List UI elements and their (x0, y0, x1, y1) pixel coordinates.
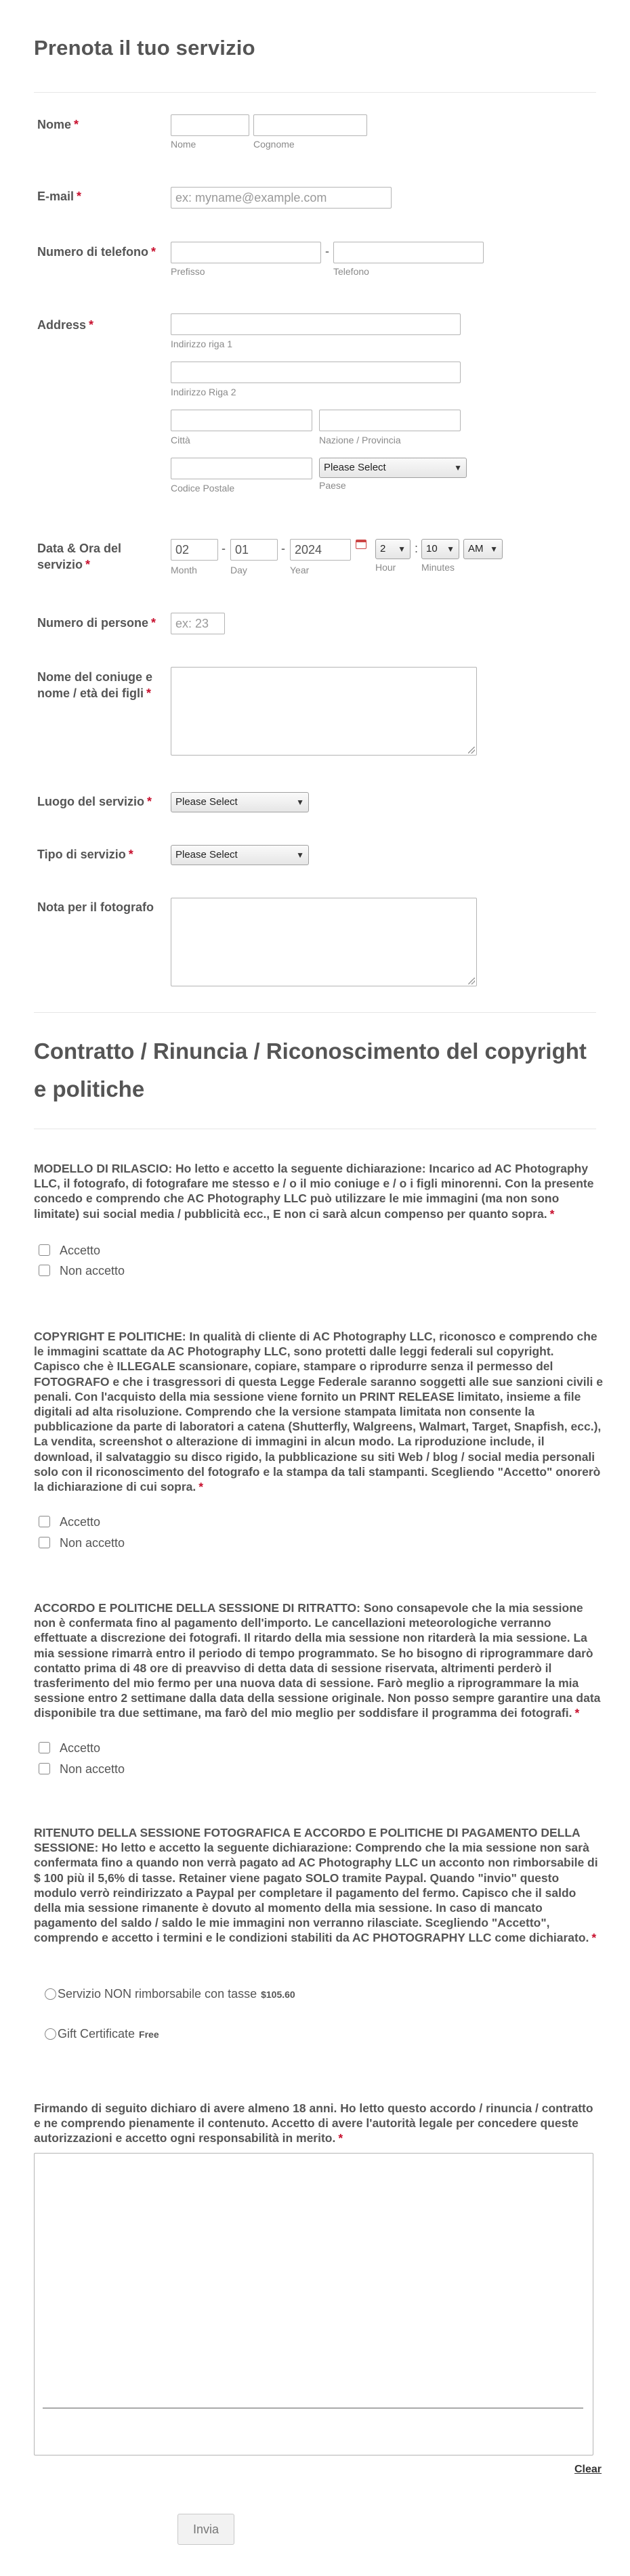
hour-select[interactable]: 2 ▼ (375, 539, 411, 559)
email-field[interactable]: ex: myname@example.com (171, 187, 392, 209)
page-title: Prenota il tuo servizio (34, 36, 255, 60)
portrait-session-question: ACCORDO E POLITICHE DELLA SESSIONE DI RITRATTO: Sono consapevole che la mia sessione non è confermata fino al pagamento dell'importo. Le cancellazioni meteorologiche verranno effettuate a discrezione dei fotografi. Il ritardo della mia sessione non ritarderà la mia sessione. La mia sessione rimarrà entro il periodo di tempo programmato. Se ho bisogno di riprogrammare darò contatto prima di 48 ore di preavviso di detta data di sessione riservata, altrimenti perderò il trasferimento del mio fermo per una nuova data di sessione. Farò meglio a riprogrammare la mia sessione entro 2 settimane dalla data della sessione originale. Non posso sempre garantire una data disponibile tra due settimane, ma farò del mio meglio per soddisfare il programma dei fotografi. * (34, 1601, 601, 1720)
date-separator-1: - (222, 542, 226, 555)
month-sublabel: Month (171, 565, 197, 575)
non-refundable-service-radio[interactable] (45, 1988, 56, 2000)
address-line2-sublabel: Indirizzo Riga 2 (171, 387, 236, 397)
portrait-session-accept-checkbox[interactable] (39, 1742, 50, 1753)
gift-certificate-option: Gift Certificate Free (58, 2027, 159, 2040)
signature-pad[interactable] (34, 2153, 593, 2455)
phone-label: Numero di telefono * (37, 245, 156, 259)
model-release-accept-checkbox[interactable] (39, 1244, 50, 1256)
people-label: Numero di persone * (37, 616, 156, 630)
copyright-accept-label: Accetto (60, 1515, 101, 1529)
state-sublabel: Nazione / Provincia (319, 435, 401, 445)
non-refundable-service-option: Servizio NON rimborsabile con tasse $105.60 (58, 1987, 295, 2001)
submit-button[interactable]: Invia (177, 2514, 234, 2545)
section-divider (34, 1012, 596, 1013)
city-sublabel: Città (171, 435, 190, 445)
country-sublabel: Paese (319, 480, 346, 491)
photographer-note-label: Nota per il fotografo (37, 900, 154, 914)
contract-section-title: Contratto / Rinuncia / Riconoscimento del copyright e politiche (34, 1039, 587, 1101)
zip-input[interactable] (171, 458, 312, 479)
zip-sublabel: Codice Postale (171, 483, 235, 494)
header-divider (34, 92, 596, 93)
people-input[interactable]: ex: 23 (171, 613, 225, 634)
service-type-label: Tipo di servizio * (37, 848, 133, 861)
location-label: Luogo del servizio * (37, 795, 152, 808)
hour-sublabel: Hour (375, 562, 396, 573)
model-release-decline-checkbox[interactable] (39, 1265, 50, 1276)
portrait-session-decline-label: Non accetto (60, 1762, 125, 1776)
spouse-label: Nome del coniuge e nome / età dei figli * (37, 670, 153, 700)
chevron-down-icon: ▼ (296, 798, 304, 807)
phone-prefix-input[interactable] (171, 242, 321, 263)
portrait-session-decline-checkbox[interactable] (39, 1763, 50, 1774)
last-name-sublabel: Cognome (253, 139, 295, 150)
chevron-down-icon: ▼ (490, 544, 498, 554)
address-label: Address * (37, 318, 94, 332)
address-line1-input[interactable] (171, 313, 461, 335)
model-release-accept-label: Accetto (60, 1244, 101, 1257)
state-input[interactable] (319, 410, 461, 431)
year-input[interactable]: 2024 (290, 539, 351, 561)
day-sublabel: Day (230, 565, 247, 575)
resize-handle-icon[interactable] (468, 747, 475, 754)
ampm-select[interactable]: AM ▼ (463, 539, 503, 559)
clear-signature-link[interactable]: Clear (574, 2464, 602, 2475)
spouse-textarea[interactable] (171, 667, 477, 756)
signature-declaration: Firmando di seguito dichiaro di avere almeno 18 anni. Ho letto questo accordo / rinuncia / contratto e ne comprendo pienamente il contenuto. Accetto di avere l'autorità legale per concedere queste autorizzazioni e accetto ogni responsabilità in merito. * (34, 2101, 593, 2145)
signature-baseline (43, 2407, 583, 2409)
phone-separator: - (325, 244, 329, 258)
minute-select[interactable]: 10 ▼ (421, 539, 459, 559)
copyright-decline-checkbox[interactable] (39, 1537, 50, 1548)
service-type-select[interactable]: Please Select ▼ (171, 845, 309, 865)
portrait-session-accept-label: Accetto (60, 1741, 101, 1755)
payment-policy-question: RITENUTO DELLA SESSIONE FOTOGRAFICA E ACCORDO E POLITICHE DI PAGAMENTO DELLA SESSIONE: Ho letto e accetto la seguente dichiarazione: Comprendo che la mia sessione non sarà confermata fino a quando non verrà pagato ad AC Photography LLC un acconto non rimborsabile di $ 100 più il 5,6% di tasse. Retainer viene pagato SOLO tramite Paypal. Quando "invio" questo modulo verrò reindirizzato a Paypal per completare il pagamento del fermo. Capisco che il saldo della mia sessione rimanente è dovuto al momento della mia sessione. In caso di mancato pagamento del saldo / saldo le mie immagini non verranno rilasciate. Scegliendo "Accetto", comprendo e accetto i termini e le condizioni stabiliti da AC PHOTOGRAPHY LLC come dichiarato. * (34, 1826, 598, 1945)
copyright-question: COPYRIGHT E POLITICHE: In qualità di cliente di AC Photography LLC, riconosco e comprendo che le immagini scattate da AC Photography LLC, sono protetti dalle leggi federali sul copyright. Capisco che è ILLEGALE scansionare, copiare, stampare o riprodurre senza il permesso del FOTOGRAFO e che i trasgressori di questa Legge Federale saranno soggetti alle sue sanzioni civili e penali. Con l'acquisto della mia sessione viene fornito un PRINT RELEASE limitato, insieme a file digitali ad alta risoluzione. Comprendo che la versione stampata limitata non consente la pubblicazione da parte di laboratori a catena (Shutterfly, Walgreens, Walmart, Target, Snapfish, ecc.), La vendita, screenshot o alterazione di immagini in alcun modo. La riproduzione include, il download, il salvataggio su disco rigido, la pubblicazione su siti Web / blog / social media personali solo con il riconoscimento del fotografo e la stampa da tali stampanti. Scegliendo "Accetto" onorerò la dichiarazione di cui sopra. * (34, 1330, 603, 1494)
minutes-sublabel: Minutes (421, 562, 455, 573)
country-select[interactable]: Please Select ▼ (319, 458, 467, 478)
chevron-down-icon: ▼ (398, 544, 406, 554)
copyright-decline-label: Non accetto (60, 1536, 125, 1550)
day-input[interactable]: 01 (230, 539, 278, 561)
time-separator: : (415, 542, 419, 555)
last-name-input[interactable] (253, 114, 367, 136)
calendar-icon[interactable] (356, 540, 366, 549)
email-label: E-mail * (37, 190, 82, 203)
copyright-accept-checkbox[interactable] (39, 1516, 50, 1527)
name-label: Nome * (37, 118, 79, 131)
city-input[interactable] (171, 410, 312, 431)
date-separator-2: - (281, 542, 285, 555)
first-name-input[interactable] (171, 114, 249, 136)
address-line2-input[interactable] (171, 362, 461, 383)
address-line1-sublabel: Indirizzo riga 1 (171, 339, 233, 349)
chevron-down-icon: ▼ (454, 463, 462, 473)
phone-prefix-sublabel: Prefisso (171, 266, 205, 277)
resize-handle-icon[interactable] (468, 978, 475, 984)
datetime-label: Data & Ora del servizio * (37, 542, 122, 571)
phone-number-input[interactable] (333, 242, 484, 263)
chevron-down-icon: ▼ (446, 544, 455, 554)
year-sublabel: Year (290, 565, 310, 575)
model-release-decline-label: Non accetto (60, 1264, 125, 1278)
location-select[interactable]: Please Select ▼ (171, 792, 309, 812)
gift-certificate-radio[interactable] (45, 2028, 56, 2040)
model-release-question: MODELLO DI RILASCIO: Ho letto e accetto la seguente dichiarazione: Incarico ad AC Photography LLC, il fotografo, di fotografare me stesso e / o il mio coniuge e / o i figli minorenni. Con la presente concedo e comprendo che AC Photography LLC può utilizzare le mie immagini (ma non sono limitate) sui social media / pubblicità ecc., E non ci sarà alcun compenso per quanto sopra. * (34, 1162, 594, 1221)
month-input[interactable]: 02 (171, 539, 218, 561)
phone-number-sublabel: Telefono (333, 266, 369, 277)
photographer-note-textarea[interactable] (171, 898, 477, 986)
chevron-down-icon: ▼ (296, 850, 304, 860)
first-name-sublabel: Nome (171, 139, 196, 150)
